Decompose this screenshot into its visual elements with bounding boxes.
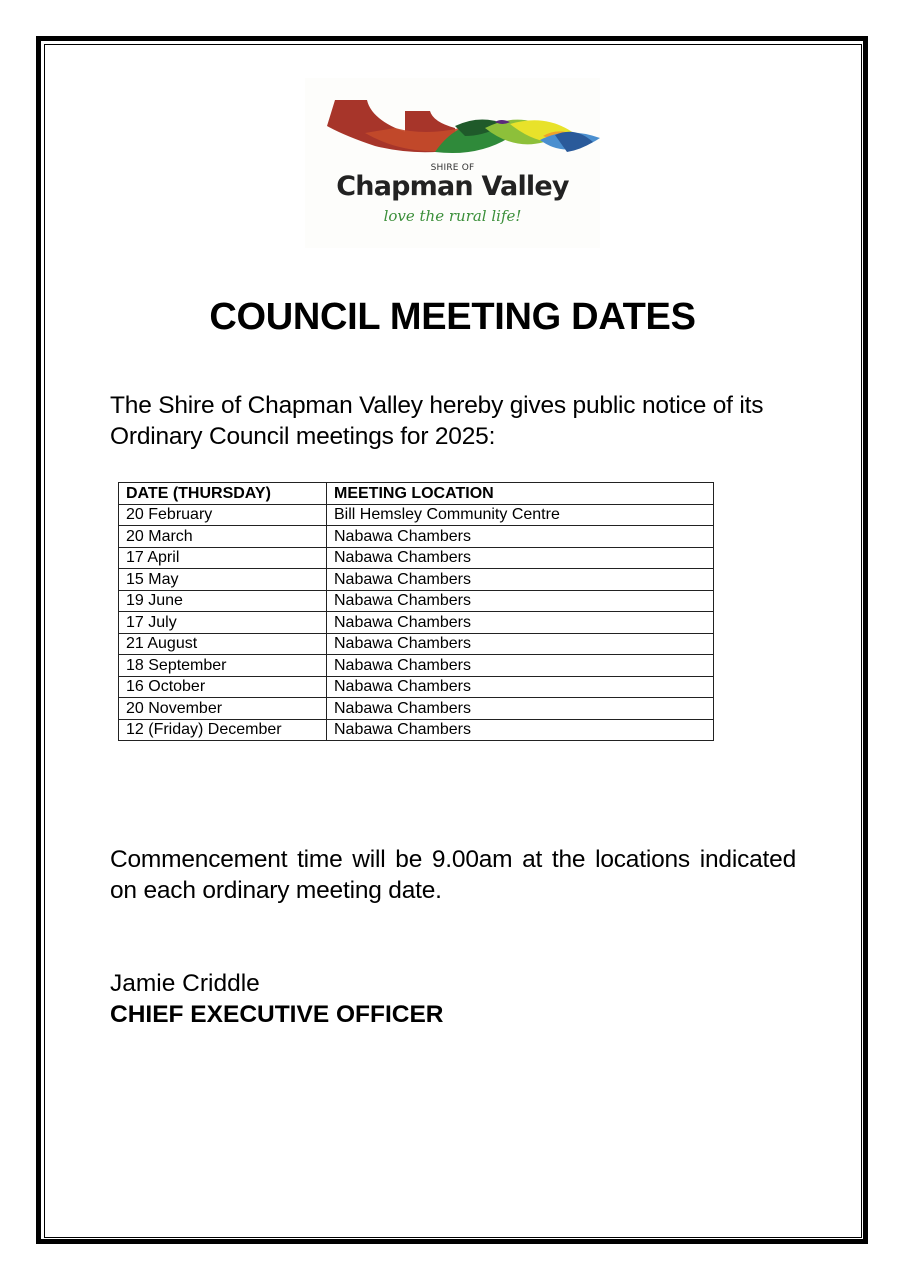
logo-name: Chapman Valley bbox=[336, 171, 569, 202]
meeting-date: 20 February bbox=[119, 504, 327, 526]
table-row bbox=[119, 590, 714, 612]
table-row bbox=[119, 569, 714, 591]
logo-landscape-icon bbox=[305, 78, 600, 168]
signer-title: CHIEF EXECUTIVE OFFICER bbox=[110, 1001, 444, 1028]
document-title: COUNCIL MEETING DATES bbox=[209, 296, 696, 338]
logo-shire-of: SHIRE OF bbox=[430, 163, 475, 173]
meeting-location: Bill Hemsley Community Centre bbox=[327, 504, 714, 526]
table-row bbox=[119, 719, 714, 741]
meeting-location: Nabawa Chambers bbox=[327, 547, 714, 569]
meeting-date: 21 August bbox=[119, 633, 327, 655]
meeting-location: Nabawa Chambers bbox=[327, 676, 714, 698]
intro-paragraph: The Shire of Chapman Valley hereby gives public notice of its Ordinary Council meetings for 2025: bbox=[110, 392, 764, 450]
table-row bbox=[119, 612, 714, 634]
meeting-date: 16 October bbox=[119, 676, 327, 698]
meeting-location: Nabawa Chambers bbox=[327, 569, 714, 591]
table-row bbox=[119, 698, 714, 720]
meeting-location: Nabawa Chambers bbox=[327, 526, 714, 548]
table-row bbox=[119, 633, 714, 655]
meeting-date: 19 June bbox=[119, 590, 327, 612]
meeting-location: Nabawa Chambers bbox=[327, 590, 714, 612]
meeting-date: 17 April bbox=[119, 547, 327, 569]
meeting-location: Nabawa Chambers bbox=[327, 698, 714, 720]
header-location: MEETING LOCATION bbox=[327, 483, 714, 505]
shire-logo bbox=[305, 78, 600, 248]
table-row bbox=[119, 526, 714, 548]
signer-name: Jamie Criddle bbox=[110, 970, 260, 997]
meeting-date: 17 July bbox=[119, 612, 327, 634]
meeting-schedule-table bbox=[118, 482, 714, 741]
commencement-paragraph: Commencement time will be 9.00am at the locations indicated on each ordinary meeting date. bbox=[110, 846, 796, 904]
table-row bbox=[119, 504, 714, 526]
meeting-location: Nabawa Chambers bbox=[327, 612, 714, 634]
table-row bbox=[119, 655, 714, 677]
table-row bbox=[119, 676, 714, 698]
meeting-location: Nabawa Chambers bbox=[327, 633, 714, 655]
meeting-date: 15 May bbox=[119, 569, 327, 591]
table-row bbox=[119, 547, 714, 569]
meeting-date: 20 November bbox=[119, 698, 327, 720]
logo-tagline: love the rural life! bbox=[383, 207, 522, 225]
meeting-date: 18 September bbox=[119, 655, 327, 677]
meeting-date: 12 (Friday) December bbox=[119, 719, 327, 741]
meeting-location: Nabawa Chambers bbox=[327, 655, 714, 677]
meeting-date: 20 March bbox=[119, 526, 327, 548]
header-date: DATE (THURSDAY) bbox=[119, 483, 327, 505]
table-header-row bbox=[119, 483, 714, 505]
meeting-location: Nabawa Chambers bbox=[327, 719, 714, 741]
